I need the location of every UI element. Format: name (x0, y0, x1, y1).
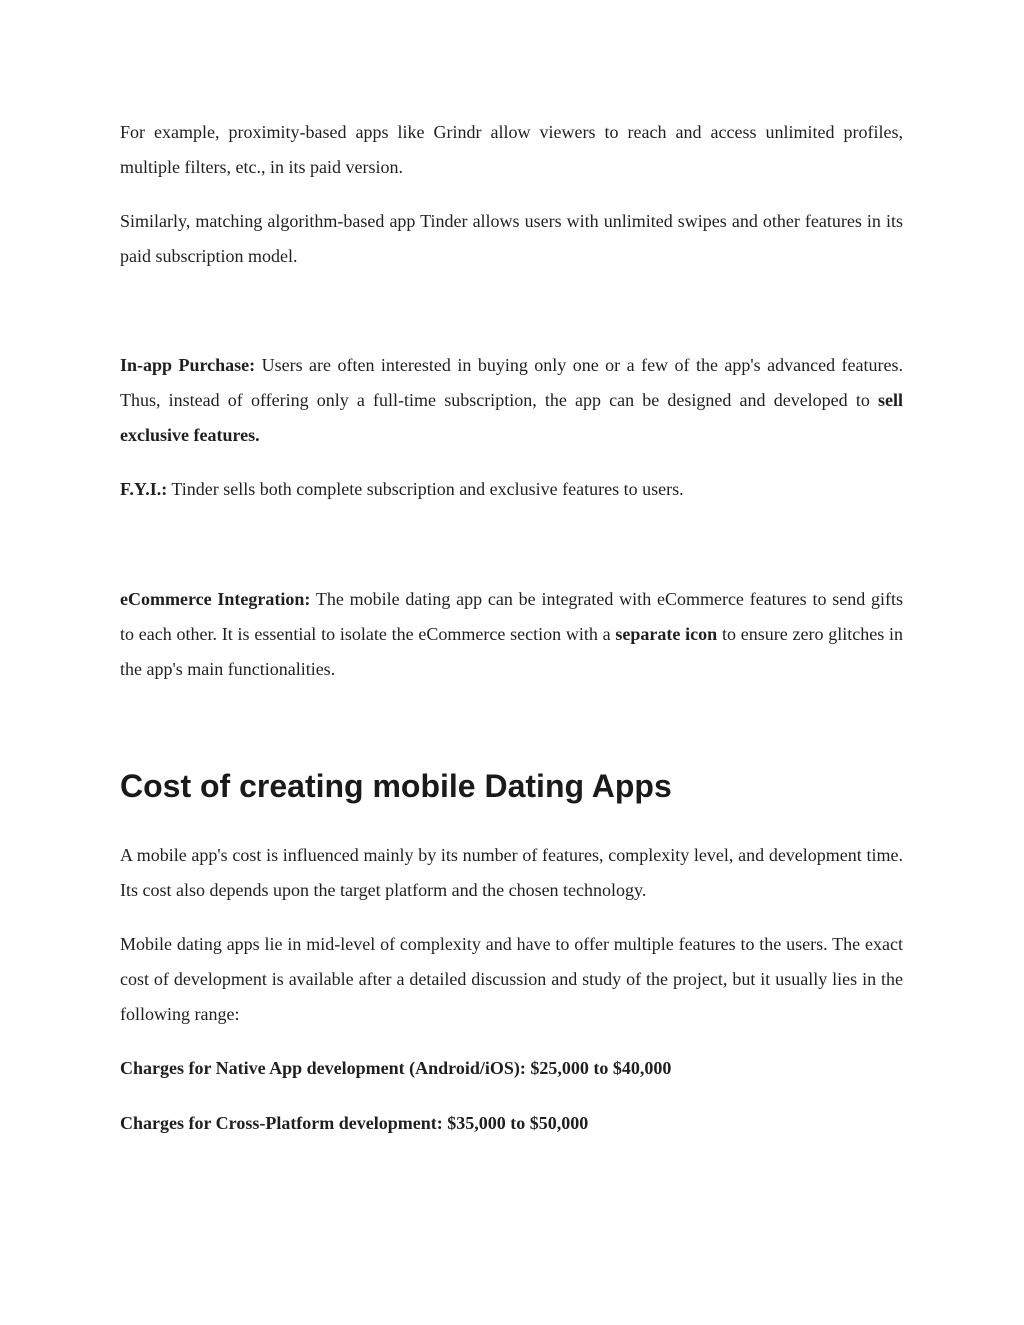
ecommerce-text-1: The mobile dating app can be integrated with eCommerce features to send gifts to each other. It is essential to isolate the eCommerce section with a (120, 589, 904, 644)
section-heading: Cost of creating mobile Dating Apps (120, 768, 672, 804)
in-app-purchase-text: Users are often interested in buying only one or a few of the app's advanced features. Thus, instead of offering only a full-time subscription, the app can be designed and developed to (120, 355, 903, 410)
ecommerce-label: eCommerce Integration: (120, 589, 311, 609)
paragraph-in-app-purchase (120, 348, 903, 453)
cross-platform-charges: Charges for Cross-Platform development: $35,000 to $50,000 (120, 1113, 589, 1133)
paragraph-cost-range: Mobile dating apps lie in mid-level of complexity and have to offer multiple features to the users. The exact cost of development is available after a detailed discussion and study of the project, but it usually lies in the following range: (120, 934, 903, 1024)
paragraph-fyi (120, 472, 903, 507)
ecommerce-emphasis: separate icon (615, 624, 718, 644)
paragraph-grindr-example: For example, proximity-based apps like Grindr allow viewers to reach and access unlimited profiles, multiple filters, etc., in its paid version. (120, 122, 903, 177)
paragraph-tinder-example: Similarly, matching algorithm-based app Tinder allows users with unlimited swipes and other features in its paid subscription model. (120, 211, 903, 266)
in-app-purchase-label: In-app Purchase: (120, 355, 256, 375)
paragraph-ecommerce-integration (120, 582, 903, 687)
fyi-text: Tinder sells both complete subscription and exclusive features to users. (167, 479, 684, 499)
ecommerce-text-2: to ensure zero glitches in the app's main functionalities. (120, 624, 903, 679)
paragraph-cost-factors: A mobile app's cost is influenced mainly by its number of features, complexity level, and development time. Its cost also depends upon the target platform and the chosen technology. (120, 845, 903, 900)
native-app-charges: Charges for Native App development (Android/iOS): $25,000 to $40,000 (120, 1058, 672, 1078)
fyi-label: F.Y.I.: (120, 479, 168, 499)
in-app-purchase-emphasis: sell exclusive features. (120, 390, 903, 445)
